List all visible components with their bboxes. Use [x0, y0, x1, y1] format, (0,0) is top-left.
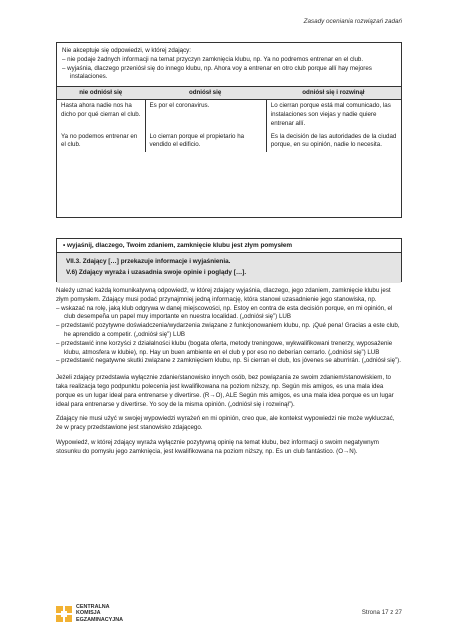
logo-text-line: CENTRALNA — [76, 604, 110, 611]
list-item: – przedstawić pozytywne doświadczenia/wydarzenia związane z funkcjonowaniem klubu, np. ¡Qué pena! Gracias a este club, he aprendido a competir. („odniósł się”) LUB — [56, 322, 400, 338]
cke-logo-icon — [56, 606, 72, 622]
page-header-title: Zasady oceniania rozwiązań zadań — [303, 18, 402, 25]
paragraph: Należy uznać każdą komunikatywną odpowiedź, w której zdający wyjaśnia, dlaczego, jego zdaniem, zamknięcie klubu jest złym pomysłem. Zdający musi podać przynajmniej jedną informację, która stanowi uzasadnienie jego stanowiska, np. — [56, 287, 391, 303]
paragraph: Jeżeli zdający przedstawia wyłącznie zdanie/stanowisko innych osób, bez powiązania ze swoim zdaniem/stanowiskiem, to taka realizacja tego podpunktu polecenia jest kwalifikowana na poziom niższy, np. Según mis amigos, es una mala idea porque es un lugar ideal para entrenarse y divertirse. (R→O), ALE Según mis amigos, es una mala idea porque es un lugar ideal para entrenarse y divertirse. Yo soy de la misma opinión. („odniósł się i rozwinął”). — [56, 374, 394, 408]
list-item: – wskazać na rolę, jaką klub odgrywa w danej miejscowości, np. Estoy en contra de esta decisión porque, en mi opinión, el club desempeña un papel muy importante en nuestra localidad. („odniósł się”) LUB — [56, 304, 393, 321]
task-bullet: • wyjaśnij, dlaczego, Twoim zdaniem, zamknięcie klubu jest złym pomysłem — [57, 239, 401, 253]
paragraph: Wypowiedź, w której zdający wyraża wyłącznie pozytywną opinię na temat klubu, bez informacji o swoim negatywnym stosunku do pomysłu jego zamknięcia, jest kwalifikowana na poziom niższy, np. Es un club fantástico. (O→N). — [56, 438, 379, 455]
table-header-cell: odniósł się — [188, 89, 222, 97]
requirement-line: VII.3. Zdający […] przekazuje informacje i wyjaśnienia. — [66, 258, 231, 265]
table-header-row — [57, 86, 401, 100]
table-header-cell: nie odniósł się — [79, 89, 123, 97]
scoring-guidelines — [56, 287, 402, 463]
table-row — [57, 100, 401, 130]
criteria-box — [56, 42, 402, 218]
criteria-item: – wyjaśnia, dlaczego przeniósł się do innego klubu, np. Ahora voy a entrenar en otro club porque allí hay mejores instalaciones. — [62, 64, 372, 81]
table-cell: Es la decisión de las autoridades de la ciudad porque, en su opinión, nadie lo necesita. — [266, 131, 401, 153]
paragraph: Zdający nie musi użyć w swojej wypowiedzi wyrażeń en mi opinión, creo que, ale kontekst wypowiedzi nie może wykluczać, że w pracy przedstawione jest stanowisko zdającego. — [56, 415, 395, 432]
logo-text-line: EGZAMINACYJNA — [76, 616, 124, 623]
criteria-item: – nie podaje żadnych informacji na temat przyczyn zamknięcia klubu, np. Ya no podremos entrenar en el club. — [62, 55, 364, 63]
table-cell: Es por el coronavirus. — [145, 100, 266, 130]
table-cell: Lo cierran porque el propietario ha vendido el edificio. — [145, 131, 266, 153]
table-cell: Ya no podemos entrenar en el club. — [61, 132, 138, 149]
logo-text-line: KOMISJA — [76, 610, 101, 617]
requirement-line: V.6) Zdający wyraża i uzasadnia swoje opinie i poglądy […]. — [66, 269, 247, 276]
table-cell: Lo cierran porque está mal comunicado, las instalaciones son viejas y nadie quiere entrenar allí. — [266, 100, 401, 130]
page-number: Strona 17 z 27 — [361, 609, 402, 616]
requirements-panel — [57, 253, 401, 283]
table-cell: Hasta ahora nadie nos ha dicho por qué cierran el club. — [61, 102, 141, 118]
criteria-intro: Nie akceptuje się odpowiedzi, w której zdający: — [62, 47, 191, 54]
list-item: – przedstawić inne korzyści z działalności klubu (bogata oferta, metody treningowe, wykwalifikowani trenerzy, wyposażenie klubu, atmosfera w klubie), np. Hay un buen ambiente en el club y por eso no deberían cerrarlo. („odniósł się”) LUB — [56, 339, 393, 356]
list-item: – przedstawić negatywne skutki związane z zamknięciem klubu, np. Si cierran el club, los jóvenes se aburrirán. („odniósł się”). — [56, 357, 401, 365]
task-box — [56, 238, 402, 282]
cke-logo — [56, 604, 123, 623]
table-row — [57, 131, 401, 153]
table-header-cell: odniósł się i rozwinął — [302, 89, 365, 97]
